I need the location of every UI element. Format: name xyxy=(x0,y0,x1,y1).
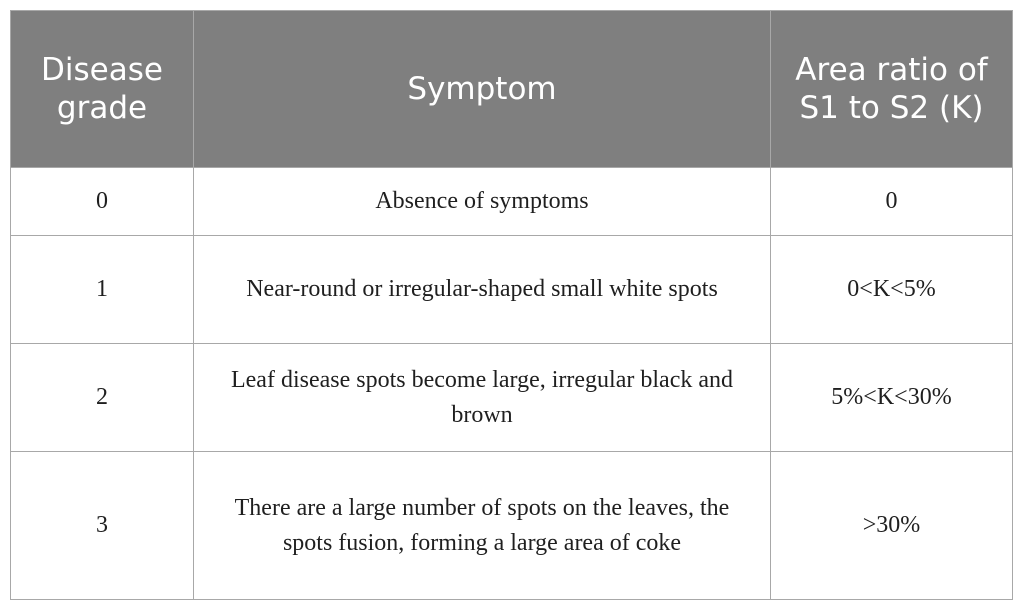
symptom-cell: There are a large number of spots on the leaves, the spots fusion, forming a large area of coke xyxy=(194,452,771,600)
header-row xyxy=(11,11,1013,168)
grade-cell: 1 xyxy=(11,236,194,344)
symptom-cell: Leaf disease spots become large, irregular black and brown xyxy=(194,344,771,452)
table-row xyxy=(11,236,1013,344)
table-row xyxy=(11,168,1013,236)
header-area-ratio: Area ratio of S1 to S2 (K) xyxy=(771,11,1013,168)
header-disease-grade: Disease grade xyxy=(11,11,194,168)
grade-cell: 0 xyxy=(11,168,194,236)
header-symptom: Symptom xyxy=(194,11,771,168)
table-row xyxy=(11,344,1013,452)
table-row xyxy=(11,452,1013,600)
symptom-cell: Near-round or irregular-shaped small white spots xyxy=(194,236,771,344)
ratio-cell: >30% xyxy=(771,452,1013,600)
disease-grade-table xyxy=(10,10,1013,600)
ratio-cell: 0 xyxy=(771,168,1013,236)
grade-cell: 2 xyxy=(11,344,194,452)
symptom-cell: Absence of symptoms xyxy=(194,168,771,236)
grade-cell: 3 xyxy=(11,452,194,600)
ratio-cell: 0<K<5% xyxy=(771,236,1013,344)
ratio-cell: 5%<K<30% xyxy=(771,344,1013,452)
table-container xyxy=(10,10,1012,600)
